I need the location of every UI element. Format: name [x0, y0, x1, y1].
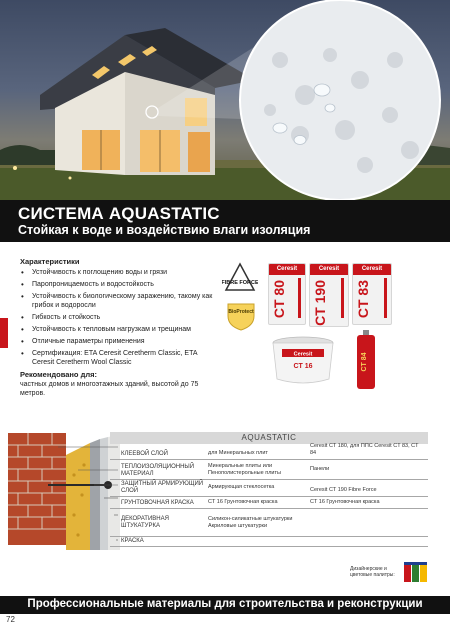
recommended-text: частных домов и многоэтажных зданий, высотой до 75 метров.	[20, 381, 199, 397]
table-row	[110, 460, 428, 480]
layer-material: CT 16 Грунтовочная краска	[208, 499, 278, 505]
feature-item: • Устойчивость к поглощению воды и грязи	[20, 268, 220, 277]
layer-material: для Минеральных плит	[208, 450, 268, 456]
brick-wall	[8, 433, 66, 545]
product-stripe	[384, 278, 387, 318]
bioprotect-text: BioProtect	[228, 309, 254, 315]
layer-material: Минеральные плиты или Пенополистерольные плиты	[208, 463, 281, 476]
footer-band	[0, 596, 450, 614]
product-can-ct84	[354, 330, 378, 390]
primer-layer	[100, 437, 108, 550]
title-band	[0, 200, 450, 242]
fibre-force-badge	[222, 262, 258, 294]
product-stripe	[298, 278, 301, 318]
feature-item: • Устойчивость к тепловым нагрузкам и трещинам	[20, 325, 220, 334]
layer-product: CT 16 Грунтовочная краска	[310, 499, 380, 505]
feature-item: • Устойчивость к биологическому заражению, такому как грибок и водоросли	[20, 292, 220, 310]
product-brand: Ceresit	[353, 264, 391, 275]
features-list	[20, 268, 220, 370]
table-row	[110, 497, 428, 509]
layer-product: Ceresit CT 180, для ППС Ceresit CT 83, CT 84	[310, 443, 419, 456]
color-palette-icon	[404, 562, 428, 582]
table-row	[110, 537, 428, 547]
product-stripe	[341, 278, 344, 318]
feature-item: • Гибкость и стойкость	[20, 313, 220, 322]
palette-label: Дизайнерские и цветовые палитры:	[350, 566, 395, 578]
fibre-force-text: FIBRE FORCE	[222, 280, 258, 286]
page-subtitle: Стойкая к воде и воздействию влаги изоляция	[18, 223, 311, 237]
bioprotect-badge	[222, 300, 260, 332]
house-illustration	[0, 0, 450, 200]
layer-product: Панели	[310, 466, 330, 472]
product-brand: Ceresit	[310, 264, 348, 275]
section-marker	[0, 318, 8, 348]
hero-image	[0, 0, 450, 200]
layer-name: ТЕПЛОИЗОЛЯЦИОННЫЙ МАТЕРИАЛ	[121, 464, 195, 477]
bucket-code: CT 16	[293, 363, 313, 370]
feature-item: • Паропроницаемость и водостойкость	[20, 280, 220, 289]
layer-material: Силикон-силикатные штукатурки Акриловые штукатурки	[208, 516, 293, 529]
page-number: 72	[6, 615, 15, 624]
layer-name: ЗАЩИТНЫЙ АРМИРУЮЩИЙ СЛОЙ	[121, 481, 204, 494]
product-code: CT 83	[355, 280, 371, 319]
product-code: CT 190	[312, 280, 328, 326]
layer-material: Армирующая стеклосетка	[208, 484, 275, 490]
layer-name: КРАСКА	[121, 538, 144, 544]
layer-name: ДЕКОРАТИВНАЯ ШТУКАТУРКА	[121, 516, 169, 529]
table-row	[110, 509, 428, 537]
page-title: СИСТЕМА AQUASTATIC	[18, 204, 220, 223]
feature-item: • Сертификация: ETA Ceresit Ceretherm Classic, ETA Ceresit Ceretherm Wool Classic	[20, 349, 220, 367]
layer-name: ГРУНТОВОЧНАЯ КРАСКА	[121, 500, 194, 506]
layer-name: КЛЕЕВОЙ СЛОЙ	[121, 451, 168, 457]
layer-product: Ceresit CT 190 Fibre Force	[310, 487, 377, 493]
product-bag-ct80	[268, 263, 306, 325]
product-brand: Ceresit	[269, 264, 305, 275]
features-heading: Характеристики	[20, 257, 80, 266]
footer-slogan: Профессиональные материалы для строительства и реконструкции	[27, 598, 423, 610]
recommended-heading: Рекомендовано для:	[20, 370, 97, 379]
product-bag-ct83	[352, 263, 392, 325]
product-code: CT 80	[271, 280, 287, 319]
product-bag-ct190	[309, 263, 349, 327]
table-row	[110, 444, 428, 460]
bucket-brand: Ceresit	[293, 351, 313, 358]
product-bucket-ct16	[268, 335, 338, 385]
can-code: CT 84	[361, 352, 368, 372]
feature-item: • Отличные параметры применения	[20, 337, 220, 346]
mesh-layer	[90, 439, 100, 550]
table-row	[110, 480, 428, 497]
table-header: AQUASTATIC	[110, 432, 428, 444]
